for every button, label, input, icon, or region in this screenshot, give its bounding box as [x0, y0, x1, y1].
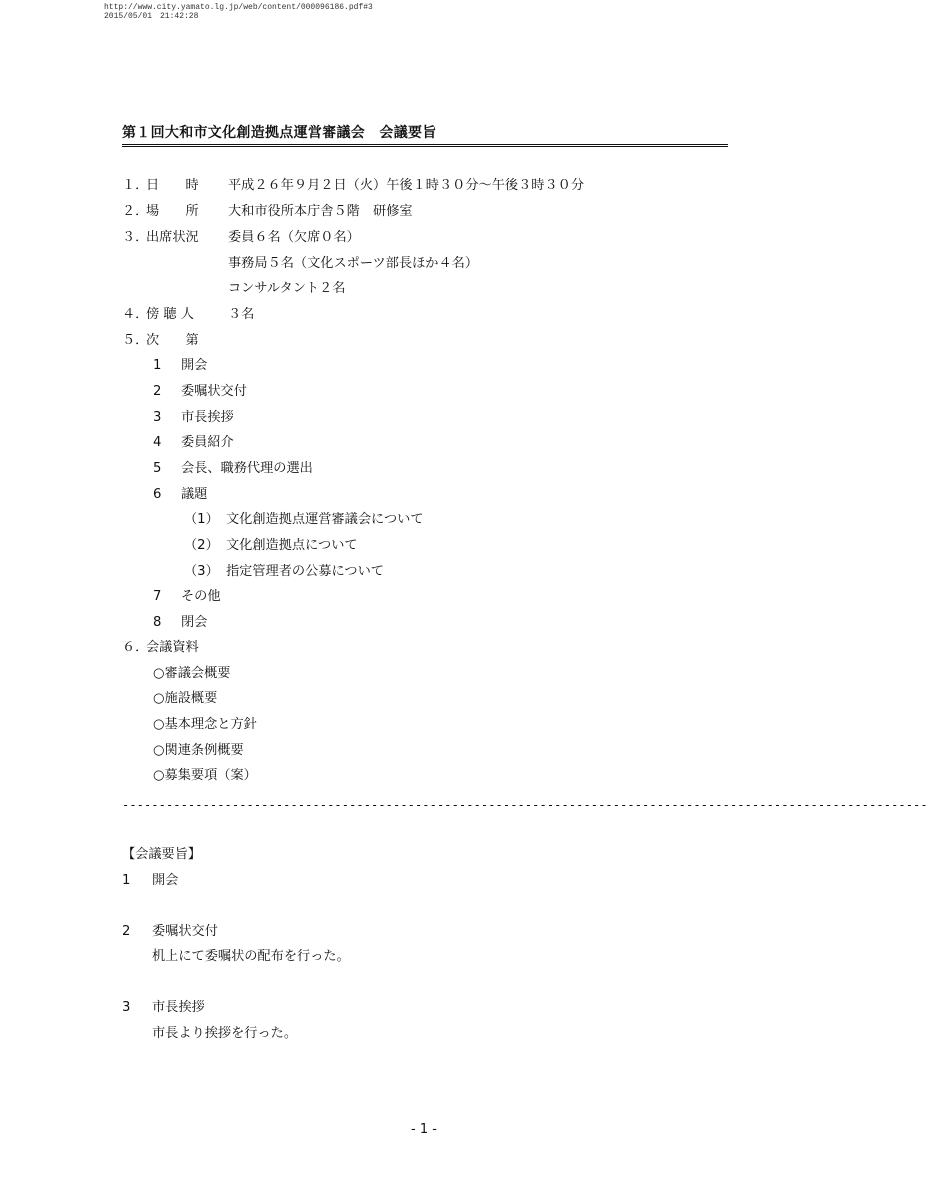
summary-section — [122, 873, 178, 889]
item-attendance — [122, 230, 360, 246]
agenda-entry-text: 会長、職務代理の選出 — [181, 461, 313, 476]
agenda-entry-number: 6 — [153, 487, 162, 502]
item-number: ２． — [122, 204, 149, 219]
agenda-entry-text: 委員紹介 — [181, 435, 234, 450]
item-date — [122, 178, 584, 194]
agenda-entry — [153, 487, 207, 503]
item-audience — [122, 307, 254, 323]
item-number: １． — [122, 178, 149, 193]
agenda-entry — [153, 589, 221, 605]
agenda-subitem — [184, 538, 358, 554]
summary-section — [122, 924, 218, 940]
agenda-entry-text: 開会 — [181, 358, 208, 373]
summary-section-title: 市長挨拶 — [152, 1000, 205, 1015]
agenda-subitem-text: 文化創造拠点について — [226, 538, 358, 553]
item-label: 会議資料 — [146, 640, 199, 655]
agenda-subitem-text: 文化創造拠点運営審議会について — [226, 512, 424, 527]
dashed-divider: ‐‐‐‐‐‐‐‐‐‐‐‐‐‐‐‐‐‐‐‐‐‐‐‐‐‐‐‐‐‐‐‐‐‐‐‐‐‐‐‐‐‐‐‐‐‐‐‐‐‐‐‐‐‐‐‐‐‐‐‐‐‐‐‐‐‐‐‐‐‐‐‐‐‐‐‐‐‐‐‐‐‐‐‐‐‐‐‐‐‐‐‐‐‐‐‐‐‐‐‐‐‐‐‐‐‐‐‐‐‐ — [122, 798, 928, 812]
summary-heading: 【会議要旨】 — [122, 847, 202, 862]
page-number: - 1 - — [411, 1122, 437, 1137]
item-label: 日 時 — [146, 178, 199, 193]
item-label: 次 第 — [146, 333, 199, 348]
item-value: 平成２６年９月２日（火）午後１時３０分～午後３時３０分 — [228, 178, 585, 193]
agenda-entry-text: その他 — [181, 589, 221, 604]
item-value: ３名 — [228, 307, 255, 322]
agenda-entry — [153, 358, 207, 374]
item-number: ５． — [122, 333, 149, 348]
agenda-entry-text: 委嘱状交付 — [181, 384, 247, 399]
agenda-entry-number: 4 — [153, 435, 162, 450]
agenda-entry-text: 市長挨拶 — [181, 410, 234, 425]
print-url: http://www.city.yamato.lg.jp/web/content/000096186.pdf#3 — [104, 3, 373, 12]
item-label: 場 所 — [146, 204, 199, 219]
agenda-entry-number: 7 — [153, 589, 162, 604]
summary-section-number: 2 — [122, 924, 131, 939]
agenda-entry — [153, 384, 247, 400]
agenda-entry — [153, 461, 313, 477]
agenda-subitem — [184, 564, 384, 580]
agenda-entry-number: 5 — [153, 461, 162, 476]
material-item: ○審議会概要 — [153, 666, 231, 681]
summary-section-body: 市長より挨拶を行った。 — [152, 1026, 298, 1041]
agenda-entry — [153, 435, 234, 451]
summary-section-body: 机上にて委嘱状の配布を行った。 — [152, 949, 350, 964]
agenda-entry-number: 2 — [153, 384, 162, 399]
agenda-entry-number: 8 — [153, 615, 162, 630]
agenda-entry — [153, 410, 234, 426]
item-value: 大和市役所本庁舎５階 研修室 — [228, 204, 413, 219]
attendance-line: 事務局５名（文化スポーツ部長ほか４名） — [228, 256, 479, 271]
material-item: ○関連条例概要 — [153, 743, 244, 758]
summary-section — [122, 1000, 205, 1016]
item-value: 委員６名（欠席０名） — [228, 230, 360, 245]
agenda-entry — [153, 615, 207, 631]
agenda-entry-number: 3 — [153, 410, 162, 425]
agenda-entry-text: 閉会 — [181, 615, 208, 630]
agenda-entry-number: 1 — [153, 358, 162, 373]
material-item: ○施設概要 — [153, 691, 218, 706]
item-label: 傍 聴 人 — [146, 307, 194, 322]
agenda-subitem-text: 指定管理者の公募について — [226, 564, 384, 579]
item-materials — [122, 640, 199, 656]
summary-section-title: 開会 — [152, 873, 179, 888]
material-item: ○募集要項（案） — [153, 768, 257, 783]
item-label: 出席状況 — [146, 230, 199, 245]
agenda-subitem-number: （1） — [184, 512, 219, 527]
item-number: ３． — [122, 230, 149, 245]
print-header — [104, 3, 373, 21]
agenda-subitem-number: （2） — [184, 538, 219, 553]
agenda-subitem — [184, 512, 424, 528]
print-timestamp: 2015/05/01 21:42:28 — [104, 12, 199, 21]
summary-section-number: 3 — [122, 1000, 131, 1015]
summary-section-title: 委嘱状交付 — [152, 924, 218, 939]
item-agenda — [122, 333, 199, 349]
summary-section-number: 1 — [122, 873, 131, 888]
material-item: ○基本理念と方針 — [153, 717, 257, 732]
document-title-block — [122, 122, 728, 147]
document-title: 第１回大和市文化創造拠点運営審議会 会議要旨 — [122, 125, 437, 141]
attendance-line: コンサルタント２名 — [228, 281, 346, 296]
item-number: ６． — [122, 640, 149, 655]
agenda-subitem-number: （3） — [184, 564, 219, 579]
agenda-entry-text: 議題 — [181, 487, 208, 502]
item-place — [122, 204, 413, 220]
item-number: ４． — [122, 307, 149, 322]
